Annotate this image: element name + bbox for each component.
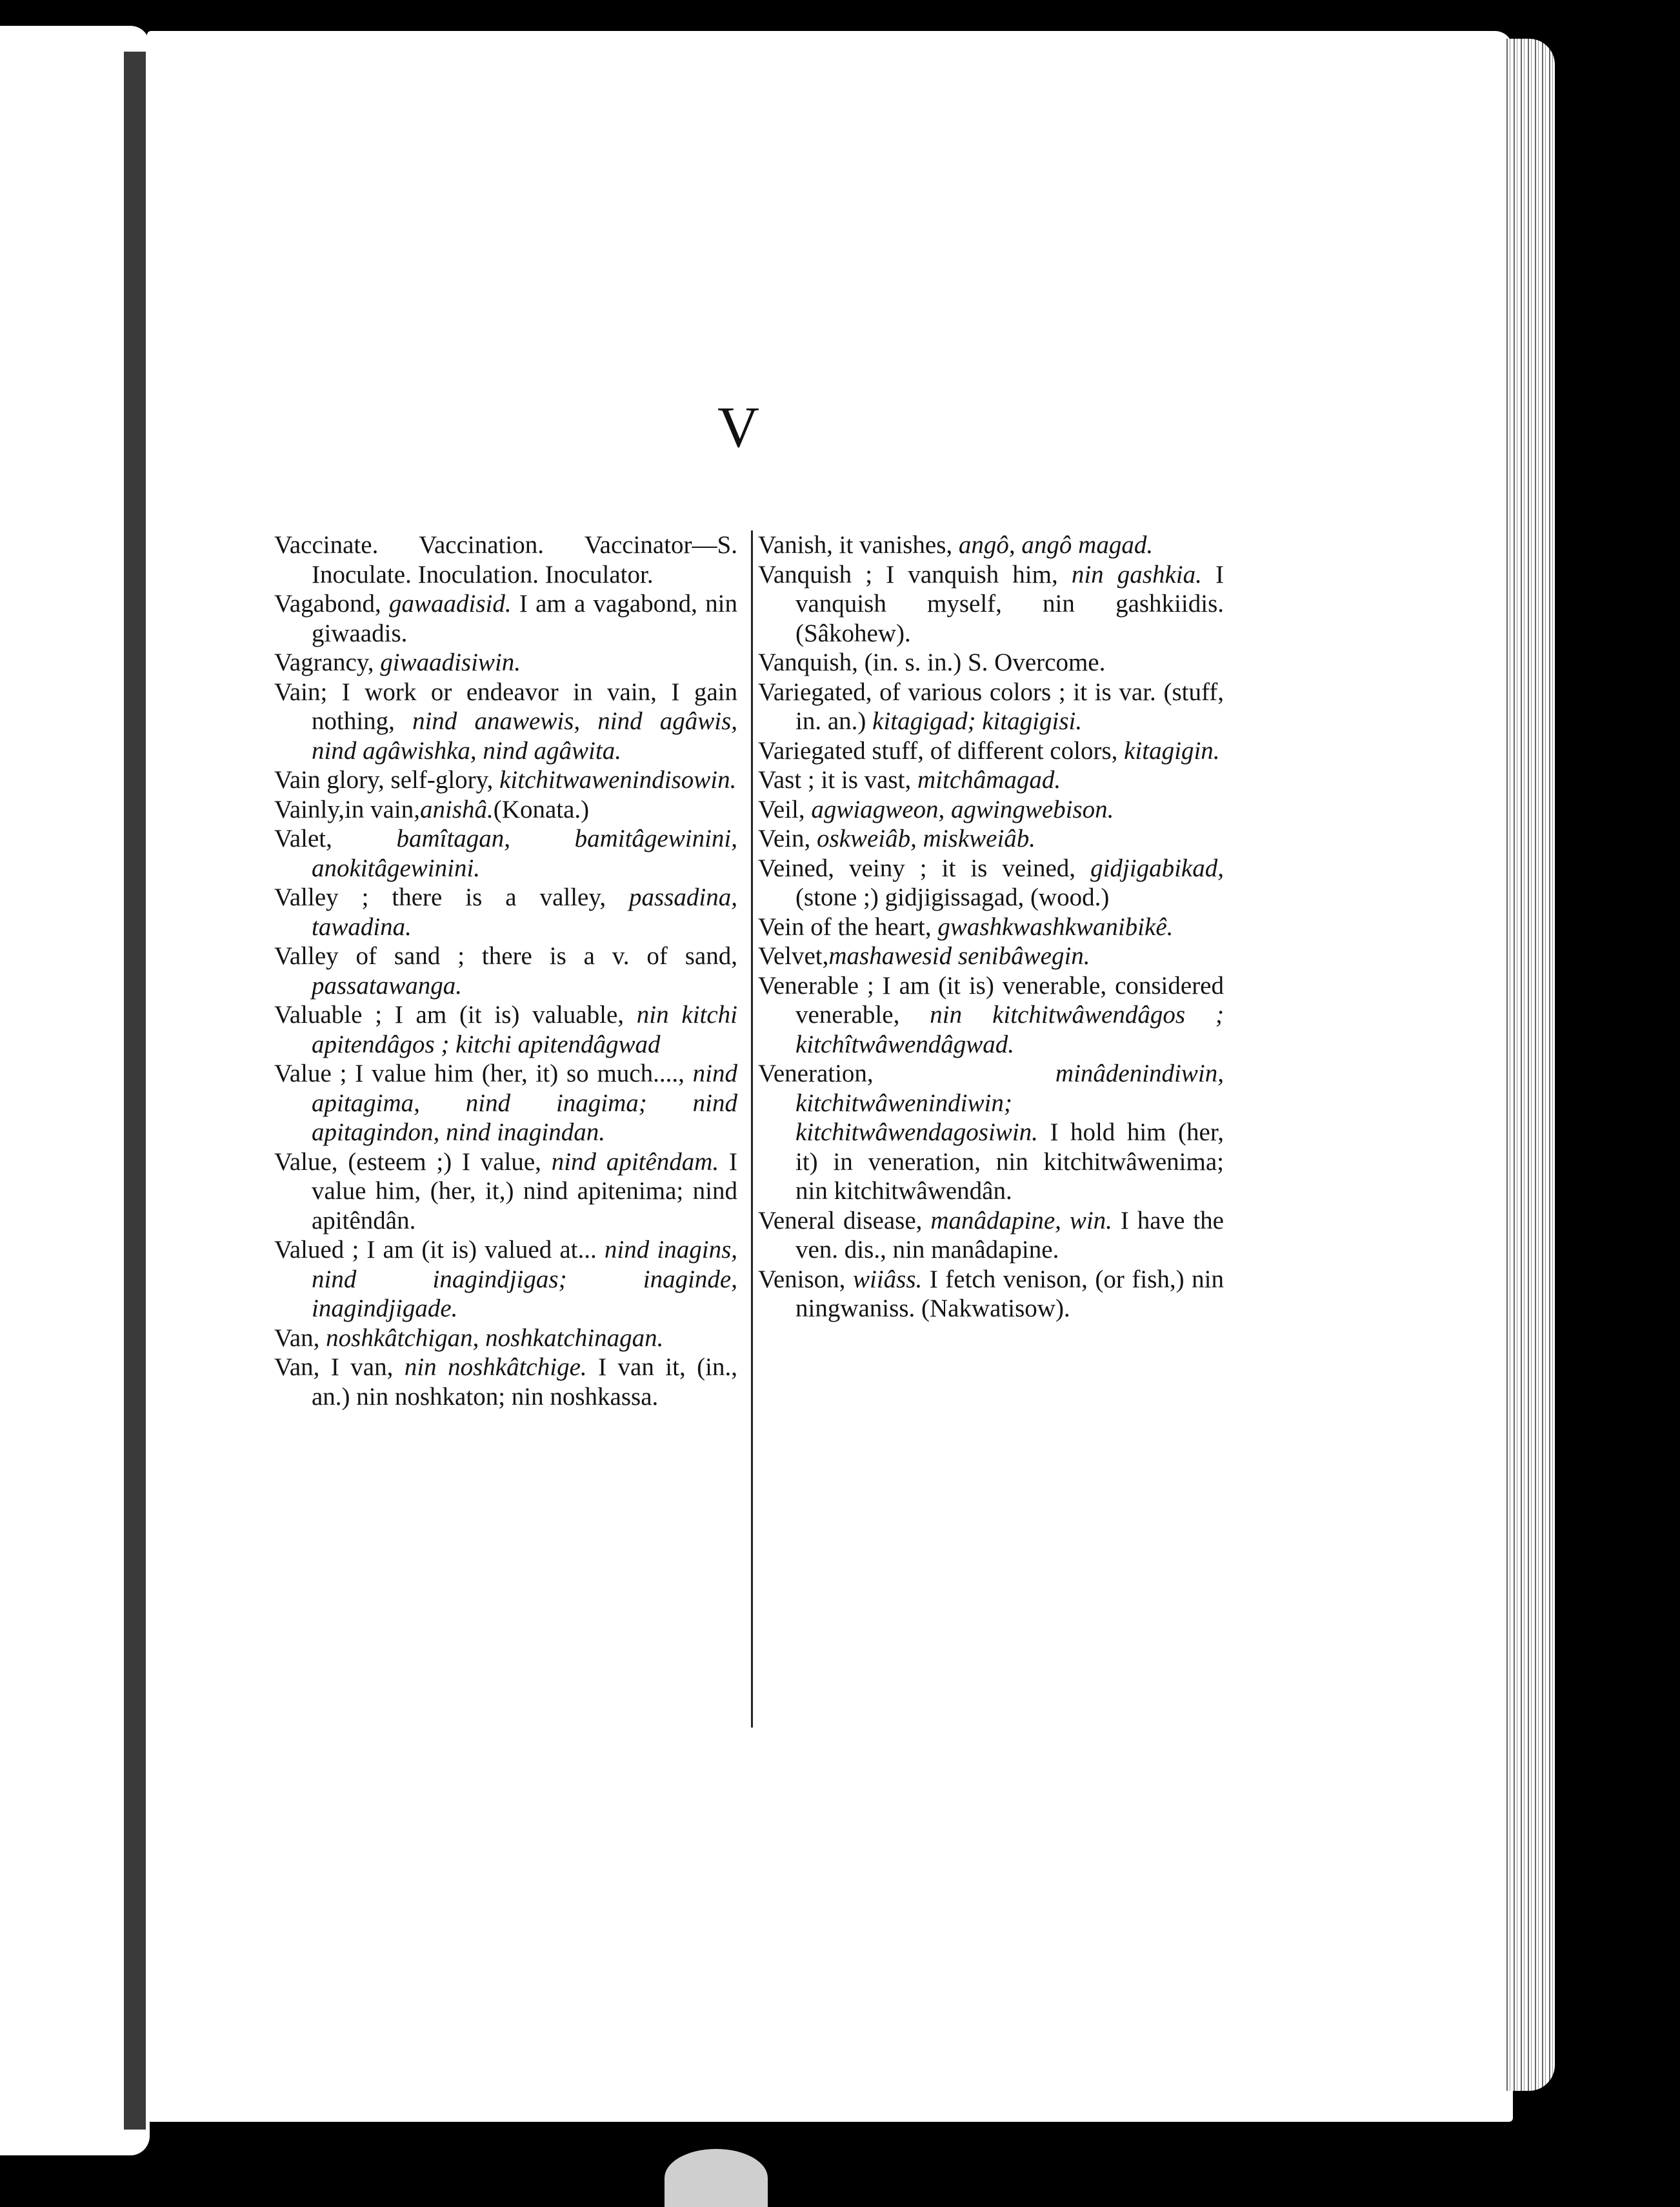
entry-indian-term: passatawanga. — [312, 971, 462, 1000]
dictionary-entry — [274, 1353, 737, 1411]
dictionary-entry — [274, 678, 737, 766]
dictionary-entry — [758, 1265, 1224, 1324]
dictionary-entry — [758, 736, 1224, 766]
left-column — [274, 530, 737, 1411]
entry-headword: Valet, — [274, 825, 397, 852]
dictionary-entry — [758, 824, 1224, 854]
entry-indian-term: nind inagins, nind inagindjigas; inaginde, inagindjigade. — [312, 1236, 737, 1322]
entry-indian-term: nin noshkâtchige. — [404, 1353, 587, 1381]
entry-headword: Vanquish, (in. s. in.) S. Overcome. — [758, 649, 1106, 676]
dictionary-entry — [274, 1147, 737, 1236]
entry-indian-term: kitagigad; kitagigisi. — [872, 707, 1083, 735]
dictionary-entry — [274, 530, 737, 589]
entry-headword: Veneration, — [758, 1060, 1055, 1087]
entry-headword: Value, (esteem ;) I value, — [274, 1147, 552, 1176]
entry-indian-term: angô, angô magad. — [958, 531, 1154, 559]
dictionary-entry — [758, 765, 1224, 795]
entry-indian-term: gawaadisid. — [388, 590, 512, 618]
entry-indian-term: manâdapine, win. — [930, 1206, 1112, 1235]
dictionary-entry — [758, 795, 1224, 825]
entry-indian-term: wiiâss. — [852, 1265, 923, 1293]
dictionary-entry — [758, 912, 1224, 942]
entry-headword: Venerable ; I am (it is) venerable, considered venerable, — [758, 971, 1224, 1029]
entry-remainder: I hold him (her, it) in veneration, nin kitchitwâwenima; nin kitchitwâwendân. — [795, 1118, 1224, 1205]
entry-headword: Vaccinate. Vaccination. Vaccinator—S. Inoculate. Inoculation. Inoculator. — [274, 531, 737, 589]
entry-headword: Veneral disease, — [758, 1206, 931, 1235]
dictionary-entry — [758, 971, 1224, 1060]
dictionary-entry — [758, 678, 1224, 736]
entry-headword: Value ; I value him (her, it) so much...., — [274, 1060, 693, 1087]
entry-headword: Veined, veiny ; it is veined, — [758, 854, 1091, 882]
dictionary-entry — [274, 824, 737, 883]
section-letter: V — [717, 396, 759, 459]
dictionary-entry — [274, 1324, 737, 1353]
entry-headword: Valley ; there is a valley, — [274, 883, 630, 911]
entry-remainder: I am a vagabond, nin giwaadis. — [312, 590, 737, 647]
entry-indian-term: giwaadisiwin. — [380, 649, 521, 676]
entry-indian-term: nind apitagima, nind inagima; nind apitagindon, nind inagindan. — [312, 1060, 737, 1146]
entry-indian-term: kitchitwawenindisowin. — [499, 766, 737, 794]
entry-indian-term: bamîtagan, bamitâgewinini, anokitâgewinini. — [312, 825, 737, 882]
entry-indian-term: nin kitchi apitendâgos ; kitchi apitendâgwad — [312, 1001, 738, 1058]
entry-headword: Vagabond, — [274, 590, 389, 618]
entry-indian-term: passadina, tawadina. — [312, 883, 737, 941]
dictionary-entry — [274, 765, 737, 795]
dictionary-entry — [274, 1235, 737, 1324]
entry-indian-term: nin gashkia. — [1071, 560, 1202, 589]
entry-remainder: I value him, (her, it,) nind apitenima; nind apitêndân. — [312, 1147, 737, 1235]
entry-indian-term: mashawesid senibâwegin. — [828, 942, 1090, 970]
entry-headword: Venison, — [758, 1265, 853, 1293]
entry-headword: Vein of the heart, — [758, 912, 938, 941]
entry-headword: Vanish, it vanishes, — [758, 531, 959, 559]
entry-remainder: I fetch venison, (or fish,) nin ningwaniss. (Nakwatisow). — [795, 1265, 1224, 1322]
entry-headword: Vein, — [758, 825, 817, 852]
entry-remainder: I vanquish myself, nin gashkiidis. (Sâkohew). — [795, 560, 1224, 647]
right-column — [758, 530, 1224, 1324]
entry-headword: Velvet, — [758, 942, 829, 970]
entry-indian-term: gwashkwashkwanibikê. — [937, 912, 1174, 941]
entry-indian-term: anishâ. — [420, 795, 494, 823]
dictionary-entry — [758, 560, 1224, 649]
entry-indian-term: nin kitchitwâwendâgos ; kitchîtwâwendâgwad. — [795, 1001, 1224, 1058]
entry-headword: Variegated, of various colors ; it is var. (stuff, in. an.) — [758, 678, 1224, 735]
entry-indian-term: agwiagweon, agwingwebison. — [811, 795, 1114, 823]
entry-indian-term: nind apitêndam. — [551, 1147, 719, 1176]
entry-headword: Vagrancy, — [274, 649, 381, 676]
entry-headword: Van, I van, — [274, 1353, 405, 1381]
entry-headword: Vainly,in vain, — [274, 795, 421, 823]
dictionary-entry — [758, 1206, 1224, 1265]
dictionary-entry — [274, 648, 737, 678]
entry-remainder: I van it, (in., an.) nin noshkaton; nin noshkassa. — [312, 1353, 737, 1411]
entry-headword: Vast ; it is vast, — [758, 766, 918, 794]
entry-headword: Veil, — [758, 795, 812, 823]
dictionary-entry — [274, 1000, 737, 1059]
entry-indian-term: kitagigin. — [1124, 736, 1220, 765]
entry-indian-term: oskweiâb, miskweiâb. — [817, 825, 1036, 852]
dictionary-entry — [274, 1059, 737, 1147]
dictionary-entry — [274, 589, 737, 648]
page-stack-edges — [1503, 39, 1555, 2091]
dictionary-entry — [274, 883, 737, 942]
dictionary-entry — [758, 854, 1224, 912]
entry-remainder: (stone ;) gidjigissagad, (wood.) — [795, 883, 1110, 911]
dictionary-entry — [758, 1059, 1224, 1206]
entry-indian-term: minâdenindiwin, kitchitwâwenindiwin; kitchitwâwendagosiwin. — [795, 1060, 1224, 1146]
entry-headword: Vanquish ; I vanquish him, — [758, 560, 1072, 589]
dictionary-entry — [274, 942, 737, 1000]
dictionary-entry — [758, 648, 1224, 678]
dictionary-entry — [274, 795, 737, 825]
entry-headword: Valuable ; I am (it is) valuable, — [274, 1001, 637, 1029]
entry-headword: Van, — [274, 1324, 326, 1352]
entry-remainder: (Konata.) — [493, 795, 590, 823]
dictionary-entry — [758, 942, 1224, 971]
entry-headword: Valued ; I am (it is) valued at... — [274, 1236, 605, 1264]
entry-indian-term: gidjigabikad, — [1090, 854, 1224, 882]
column-divider — [751, 530, 753, 1728]
entry-indian-term: noshkâtchigan, noshkatchinagan. — [326, 1324, 664, 1352]
scan-artifact — [665, 2149, 768, 2207]
entry-indian-term: nind anawewis, nind agâwis, nind agâwishka, nind agâwita. — [312, 707, 738, 765]
entry-headword: Valley of sand ; there is a v. of sand, — [274, 942, 737, 970]
entry-headword: Vain; I work or endeavor in vain, I gain nothing, — [274, 678, 737, 735]
entry-headword: Vain glory, self-glory, — [274, 766, 500, 794]
entry-indian-term: mitchâmagad. — [917, 766, 1061, 794]
entry-remainder: I have the ven. dis., nin manâdapine. — [795, 1206, 1224, 1264]
entry-headword: Variegated stuff, of different colors, — [758, 736, 1125, 765]
book-gutter — [124, 52, 146, 2130]
dictionary-entry — [758, 530, 1224, 560]
